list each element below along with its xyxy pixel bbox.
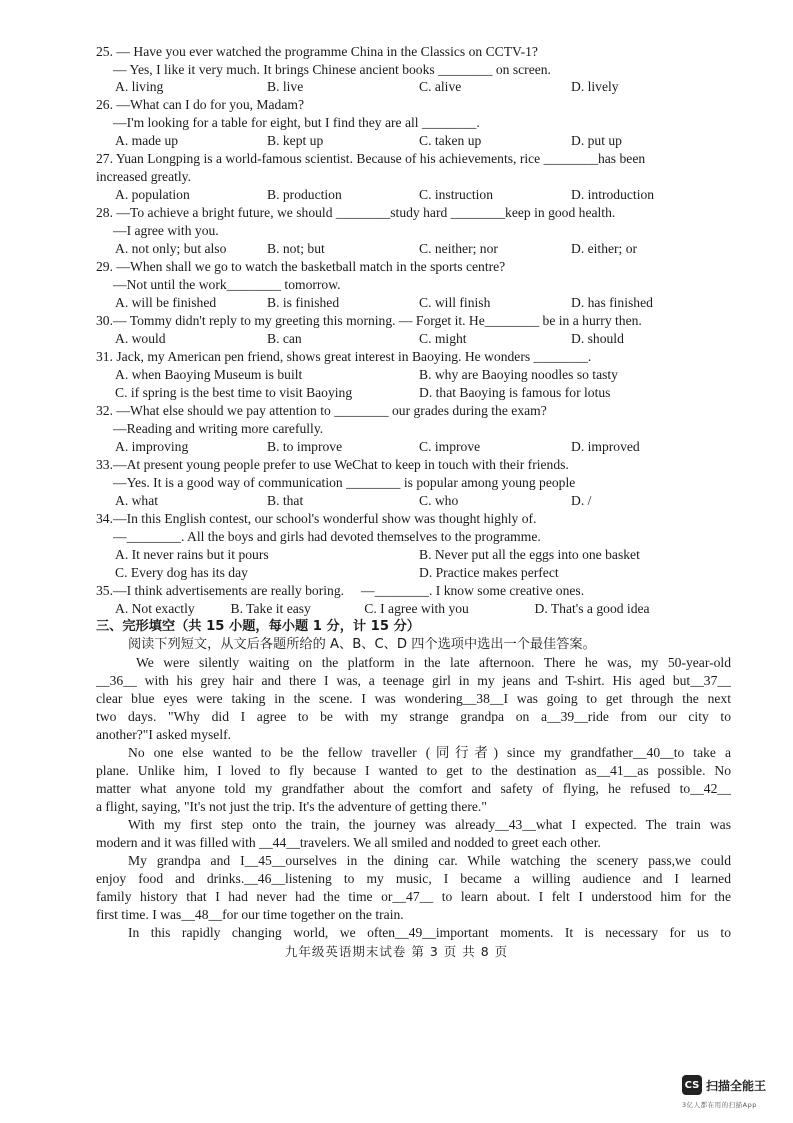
question-29-line2: —Not until the work________ tomorrow.	[113, 277, 341, 292]
passage-line: another?"I asked myself.	[96, 727, 232, 742]
option-b: B. why are Baoying noodles so tasty	[419, 367, 618, 382]
passage-line: family history that I had never had the time or__47__ to learn about. I felt I understood him for the	[96, 889, 731, 904]
option-a: A. made up	[115, 133, 179, 148]
option-d: D. introduction	[571, 187, 655, 202]
option-b: B. not; but	[267, 241, 325, 256]
question-29-options	[115, 294, 723, 312]
option-c: C. Every dog has its day	[115, 565, 248, 580]
question-33-options	[115, 492, 723, 510]
question-32-options	[115, 438, 723, 456]
option-c: C. I agree with you	[364, 601, 469, 616]
passage-line: clear blue eyes were taking in the scene. I was wondering__38__I was going to get through the next	[96, 691, 731, 706]
question-29-stem: 29. —When shall we go to watch the basketball match in the sports centre?	[96, 259, 506, 274]
passage-line: We were silently waiting on the platform in the late afternoon. There he was, my 50-year-old	[136, 655, 731, 670]
option-c: C. improve	[419, 439, 481, 454]
passage-line: modern and it was filled with __44__travelers. We all smiled and nodded to greet each other.	[96, 835, 601, 850]
option-a: A. will be finished	[115, 295, 217, 310]
option-c: C. will finish	[419, 295, 491, 310]
question-28-options	[115, 240, 723, 258]
question-27-options	[115, 186, 723, 204]
passage-line: enjoy food and drinks.__46__listening to my music, I became a willing audience and I learned	[96, 871, 731, 886]
option-a: A. population	[115, 187, 190, 202]
option-d: D. /	[571, 493, 592, 508]
option-d: D. should	[571, 331, 624, 346]
camscanner-logo-icon: CS	[682, 1075, 702, 1095]
option-b: B. that	[267, 493, 304, 508]
question-32-stem: 32. —What else should we pay attention to ________ our grades during the exam?	[96, 403, 547, 418]
section-3-heading: 三、完形填空（共 15 小题，每小题 1 分，计 15 分）	[96, 619, 420, 634]
passage-line: My grandpa and I__45__ourselves in the dining car. While watching the scenery pass,we could	[128, 853, 731, 868]
question-35-options	[115, 600, 723, 618]
option-b: B. Never put all the eggs into one basket	[419, 547, 640, 562]
question-25-line2: — Yes, I like it very much. It brings Chinese ancient books ________ on screen.	[113, 62, 551, 77]
question-26-line2: —I'm looking for a table for eight, but I find they are all ________.	[113, 115, 480, 130]
question-34-options-row1	[115, 546, 723, 564]
option-b: B. Take it easy	[230, 601, 311, 616]
scanner-app-name: 扫描全能王	[706, 1078, 767, 1093]
option-a: A. Not exactly	[115, 601, 195, 616]
option-b: B. is finished	[267, 295, 340, 310]
page-footer: 九年级英语期末试卷 第 3 页 共 8 页	[284, 944, 509, 959]
question-32-line2: —Reading and writing more carefully.	[113, 421, 324, 436]
passage-line: In this rapidly changing world, we often__49__important moments. It is necessary for us to	[128, 925, 731, 940]
option-d: D. lively	[571, 79, 619, 94]
question-31-options-row1	[115, 366, 723, 384]
question-31-options-row2	[115, 384, 723, 402]
option-c: C. taken up	[419, 133, 482, 148]
question-34-stem: 34.—In this English contest, our school's wonderful show was thought highly of.	[96, 511, 537, 526]
question-31-stem: 31. Jack, my American pen friend, shows great interest in Baoying. He wonders ________.	[96, 349, 592, 364]
scanner-tagline: 3亿人都在用的扫描App	[682, 1101, 757, 1109]
option-b: B. production	[267, 187, 342, 202]
option-a: A. improving	[115, 439, 189, 454]
passage-line: two days. "Why did I agree to be with my strange grandpa on a__39__ride from our city to	[96, 709, 731, 724]
passage-line: No one else wanted to be the fellow traveller (同行者) since my grandfather__40__to take a	[128, 745, 731, 760]
question-28-line2: —I agree with you.	[113, 223, 219, 238]
question-27-stem: 27. Yuan Longping is a world-famous scientist. Because of his achievements, rice ________has been	[96, 151, 646, 166]
question-25-stem: 25. — Have you ever watched the programme China in the Classics on CCTV-1?	[96, 44, 538, 59]
passage-line: __36__ with his grey hair and there I was, a teenage girl in my jeans and T-shirt. His aged but__37__	[96, 673, 731, 688]
scanner-badge	[682, 1075, 766, 1095]
option-c: C. might	[419, 331, 467, 346]
question-35-stem: 35.—I think advertisements are really boring. —________. I know some creative ones.	[96, 583, 585, 598]
option-c: C. if spring is the best time to visit Baoying	[115, 385, 353, 400]
passage-line: a flight, saying, "It's not just the trip. It's the adventure of getting there."	[96, 799, 487, 814]
option-c: C. neither; nor	[419, 241, 498, 256]
option-d: D. either; or	[571, 241, 638, 256]
option-d: D. improved	[571, 439, 640, 454]
option-d: D. put up	[571, 133, 622, 148]
section-3-instruction: 阅读下列短文，从文后各题所给的 A、B、C、D 四个选项中选出一个最佳答案。	[128, 637, 596, 652]
option-c: C. alive	[419, 79, 462, 94]
question-34-line2: —________. All the boys and girls had devoted themselves to the programme.	[113, 529, 541, 544]
option-a: A. living	[115, 79, 164, 94]
passage-line: first time. I was__48__for our time together on the train.	[96, 907, 404, 922]
passage-line: plane. Unlike him, I loved to fly because I wanted to get to the destination as__41__as possible. No	[96, 763, 731, 778]
question-34-options-row2	[115, 564, 723, 582]
option-c: C. who	[419, 493, 459, 508]
question-33-line2: —Yes. It is a good way of communication ________ is popular among young people	[113, 475, 576, 490]
question-33-stem: 33.—At present young people prefer to use WeChat to keep in touch with their friends.	[96, 457, 569, 472]
option-c: C. instruction	[419, 187, 494, 202]
question-27-line2: increased greatly.	[96, 169, 191, 184]
option-a: A. what	[115, 493, 159, 508]
option-d: D. Practice makes perfect	[419, 565, 559, 580]
option-d: D. That's a good idea	[534, 601, 650, 616]
option-b: B. kept up	[267, 133, 324, 148]
passage-line: With my first step onto the train, the journey was already__43__what I expected. The train was	[128, 817, 731, 832]
option-b: B. can	[267, 331, 302, 346]
question-26-options	[115, 132, 723, 150]
question-30-stem: 30.— Tommy didn't reply to my greeting this morning. — Forget it. He________ be in a hurry then.	[96, 313, 642, 328]
option-d: D. that Baoying is famous for lotus	[419, 385, 611, 400]
question-30-options	[115, 330, 723, 348]
option-d: D. has finished	[571, 295, 653, 310]
question-25-options	[115, 78, 723, 96]
option-a: A. would	[115, 331, 166, 346]
option-a: A. when Baoying Museum is built	[115, 367, 303, 382]
option-a: A. It never rains but it pours	[115, 547, 269, 562]
question-28-stem: 28. —To achieve a bright future, we should ________study hard ________keep in good health.	[96, 205, 616, 220]
passage-line: matter what anyone told my grandfather about the comfort and safety of flying, he refused to__42__	[96, 781, 731, 796]
option-a: A. not only; but also	[115, 241, 227, 256]
option-b: B. live	[267, 79, 304, 94]
option-b: B. to improve	[267, 439, 343, 454]
question-26-stem: 26. —What can I do for you, Madam?	[96, 97, 304, 112]
